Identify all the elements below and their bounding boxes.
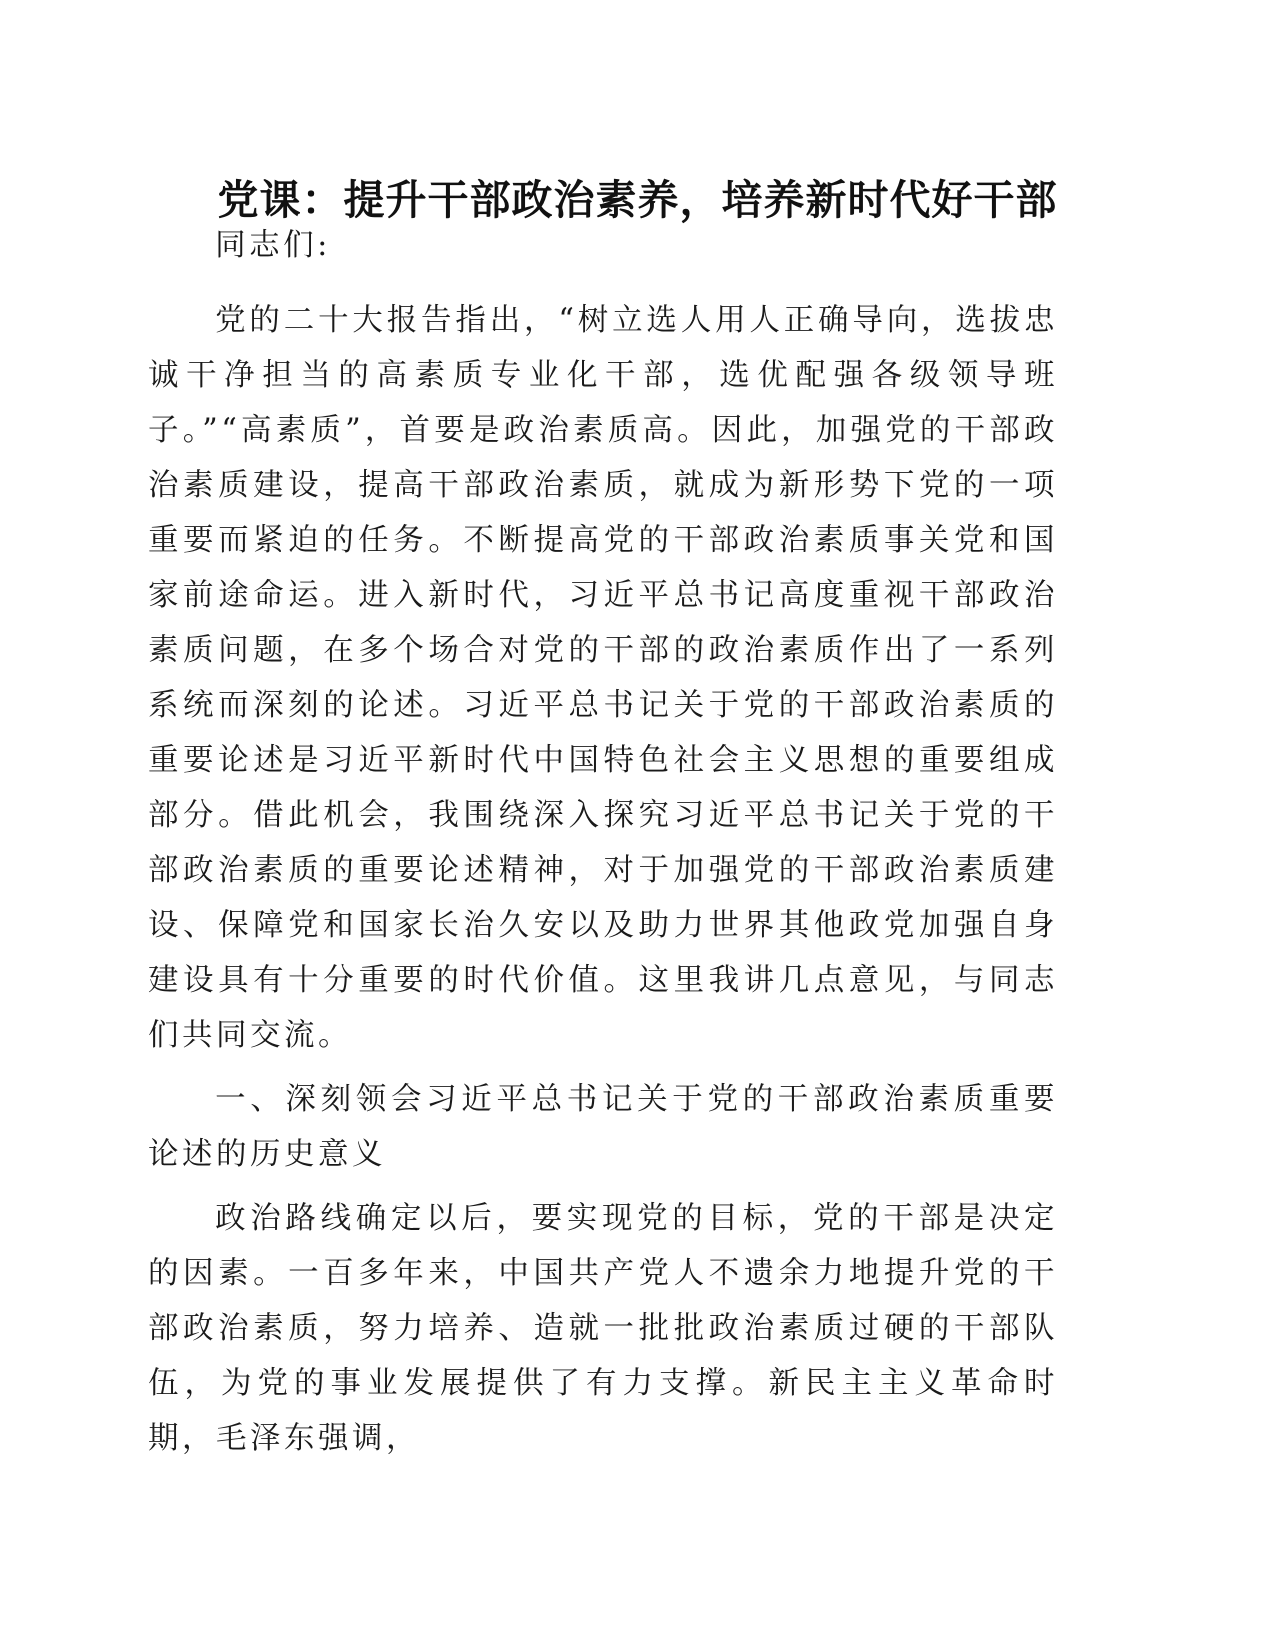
paragraph-intro: 党的二十大报告指出，“树立选人用人正确导向，选拔忠诚干净担当的高素质专业化干部，选优配强各级领导班子。”“高素质”，首要是政治素质高。因此，加强党的干部政治素质建设，提高干部政治素质，就成为新形势下党的一项重要而紧迫的任务。不断提高党的干部政治素质事关党和国家前途命运。进入新时代，习近平总书记高度重视干部政治素质问题，在多个场合对党的干部的政治素质作出了一系列系统而深刻的论述。习近平总书记关于党的干部政治素质的重要论述是习近平新时代中国特色社会主义思想的重要组成部分。借此机会，我围绕深入探究习近平总书记关于党的干部政治素质的重要论述精神，对于加强党的干部政治素质建设、保障党和国家长治久安以及助力世界其他政党加强自身建设具有十分重要的时代价值。这里我讲几点意见，与同志们共同交流。 xyxy=(148,303,1058,1053)
document-body xyxy=(148,218,1058,1475)
section-heading-1: 一、深刻领会习近平总书记关于党的干部政治素质重要论述的历史意义 xyxy=(148,1082,1058,1172)
salutation: 同志们: xyxy=(215,228,331,263)
paragraph-section-1: 政治路线确定以后，要实现党的目标，党的干部是决定的因素。一百多年来，中国共产党人不遗余力地提升党的干部政治素质，努力培养、造就一批批政治素质过硬的干部队伍，为党的事业发展提供了有力支撑。新民主主义革命时期，毛泽东强调， xyxy=(148,1201,1058,1456)
document-title: 党课：提升干部政治素养，培养新时代好干部 xyxy=(217,176,1058,224)
